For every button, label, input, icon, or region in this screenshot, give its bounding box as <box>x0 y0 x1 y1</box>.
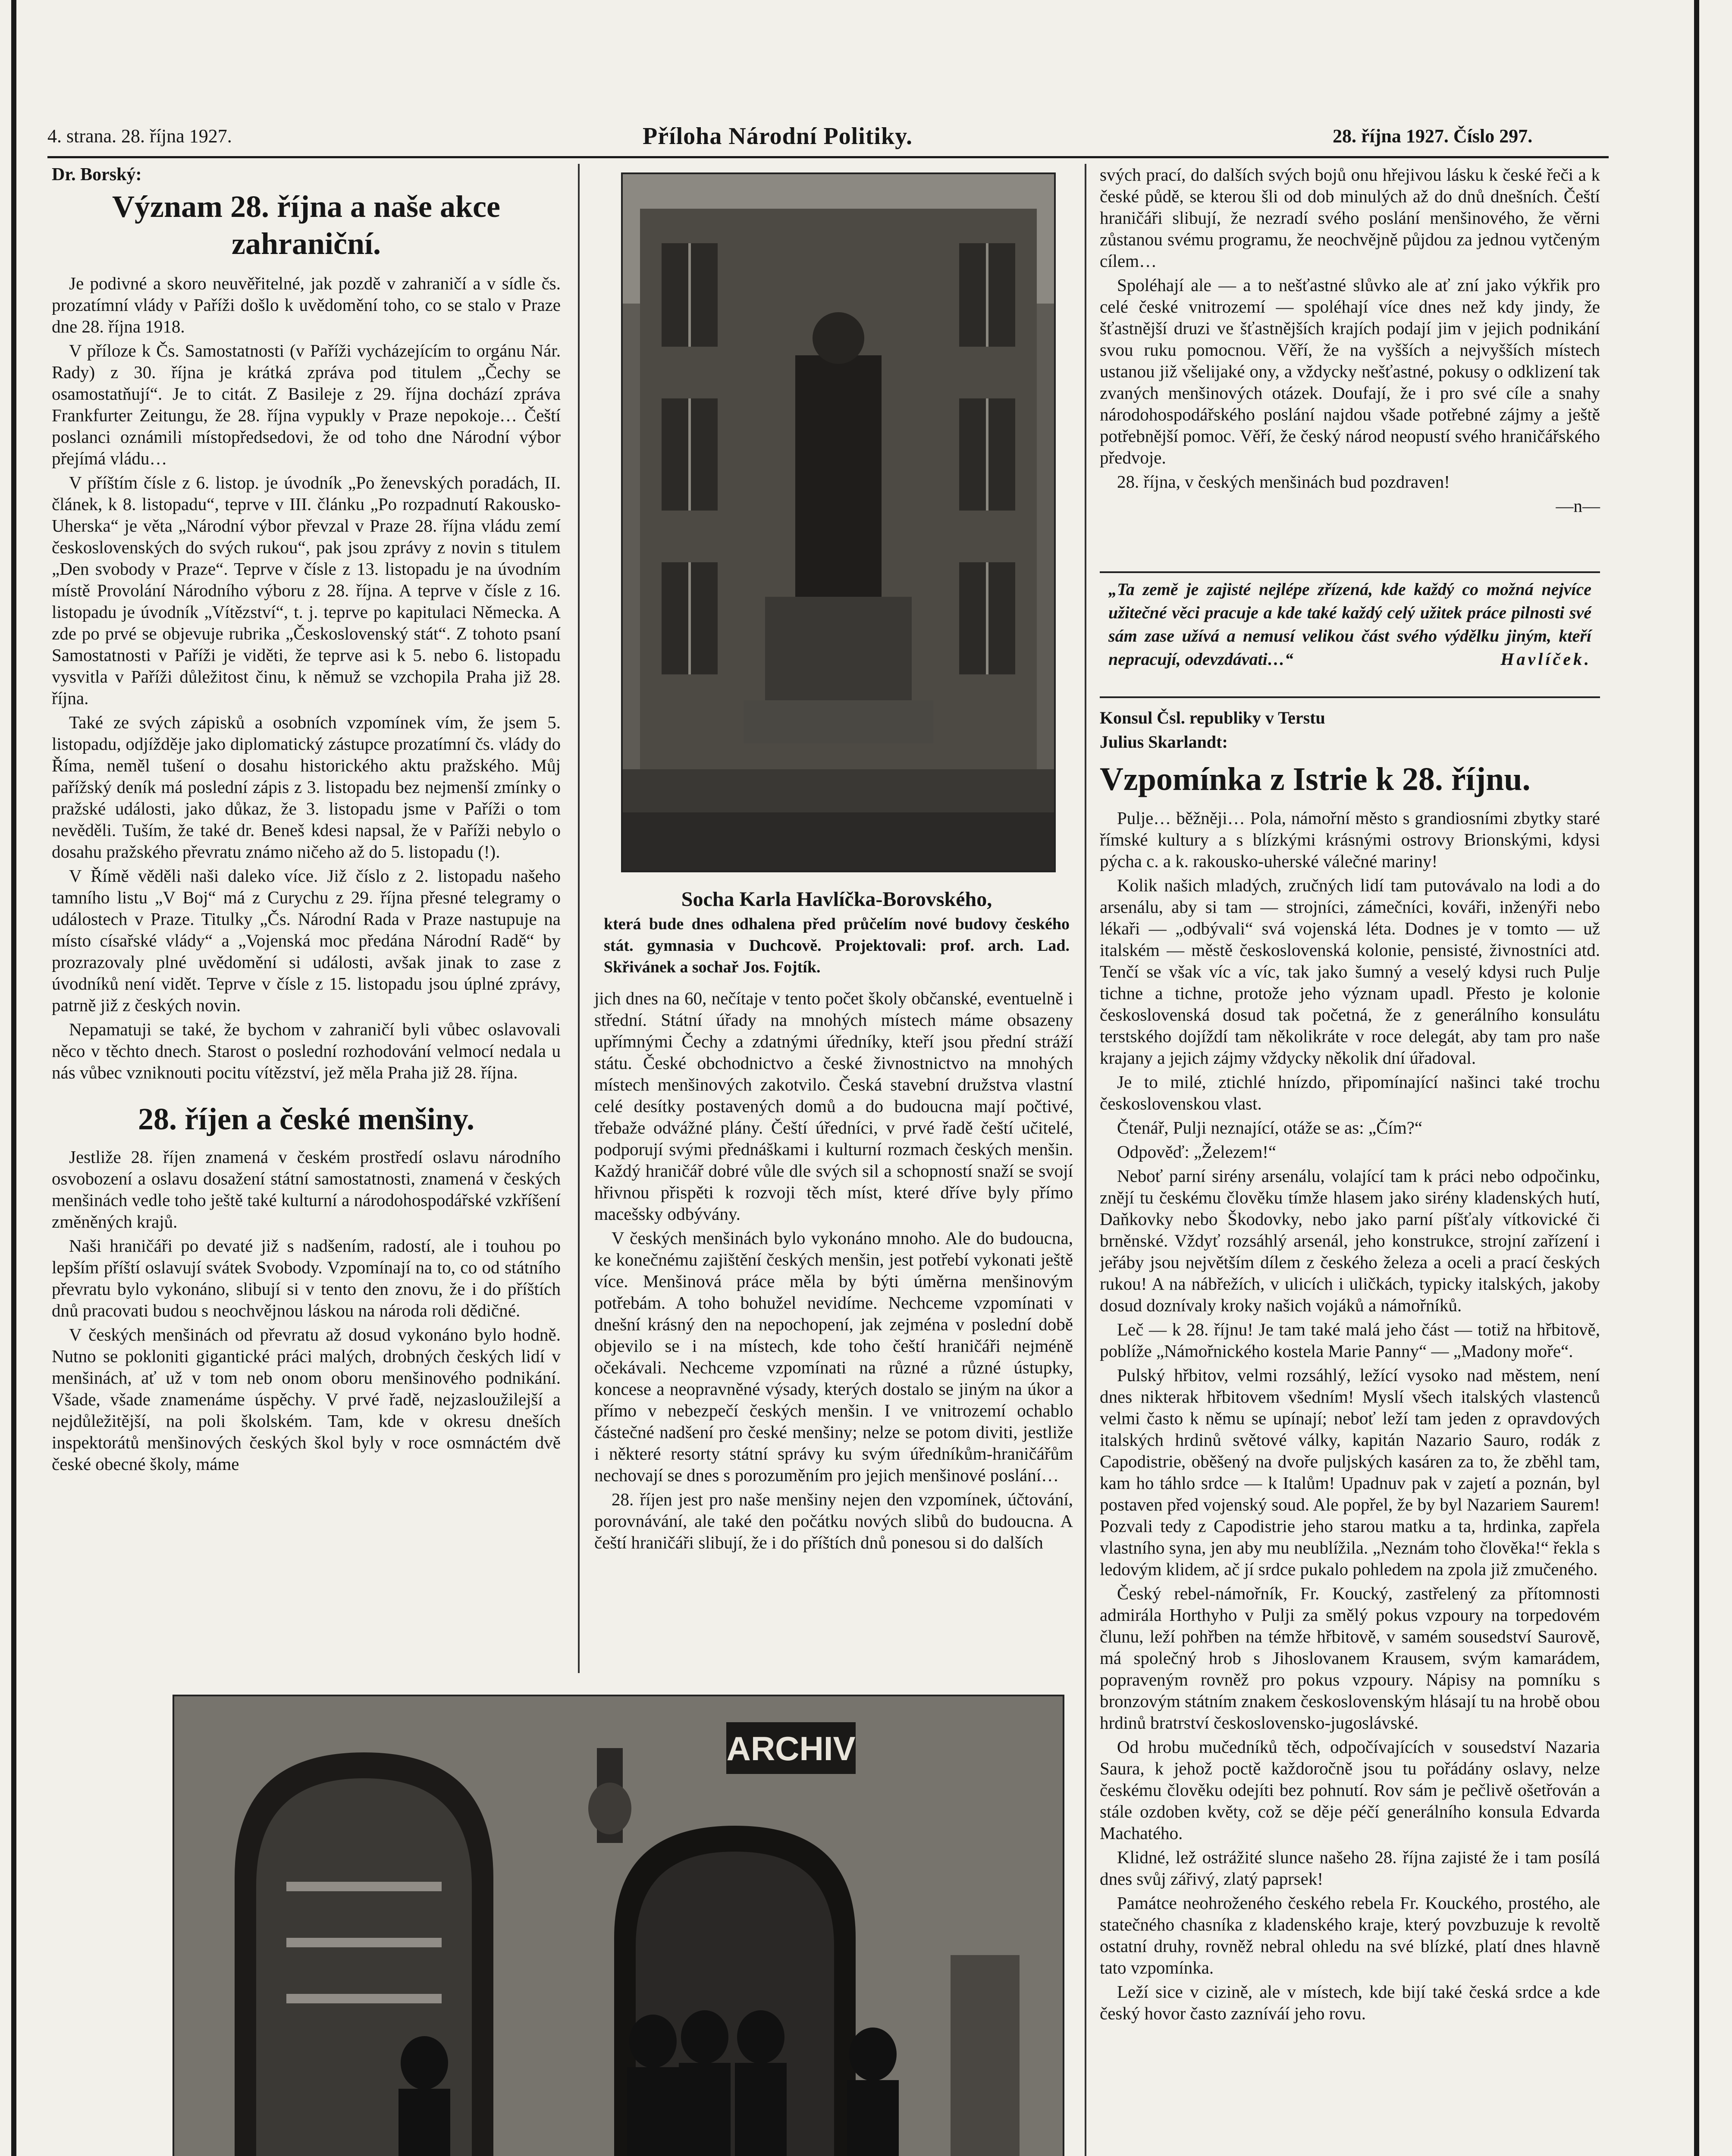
article3-paragraph: Kolik našich mladých, zručných lidí tam putovávalo na lodi a do arsenálu, aby si tam — strojníci, zámečníci, kováři, inženýři nebo lékaři — „odbývali“ svá vojenská léta. Dodnes je v tomto — už italském — městě československá kolonie, pensisté, živnostníci atd. Tenčí se však víc a víc, tak jako šumný a veselý kdysi ruch Pulje tichne a tichne, protože jeho význam upadl. Přesto je kolonie československá dosud tak početná, že z generálního konsulátu terstského dojíždí tam několikráte v roce delegát, aby tam pro naše krajany a jejich zájmy vždycky několik dní úřadoval. <box>1100 875 1600 1068</box>
article1-byline: Dr. Borský: <box>52 165 142 185</box>
statue-caption-title: Socha Karla Havlíčka-Borovského, <box>681 888 992 911</box>
article2-paragraph: jich dnes na 60, nečítaje v tento počet školy občanské, eventuelně i střední. Státní úřady na mnohých místech máme obsazeny upřímnými Čechy a zdatnými úředníky, kteří jsou přední stráží státu. České obchodnictvo a české živnostnictvo na mnohých místech menšinových zakotvilo. Česká stavební družstva vlastní celé desítky postavených domů a do budoucna mají počtivé, třebaže odvážné plány. Čeští úředníci, v prvé řadě čeští učitelé, podporují svými přednáškami i kulturní rozmach českých menšin. Každý hraničář dobré vůle dle svých sil a schopností snaží se svojí hřivnou přispěti k rozvoji těch míst, které dříve byly přímo macešsky odbývány. <box>594 988 1073 1224</box>
article3-paragraph: Odpověď: „Železem!“ <box>1117 1142 1277 1162</box>
article2-paragraph: Spoléhají ale — a to nešťastné slůvko ale ať zní jako výkřik pro celé české vnitrozemí — spoléhají více dnes než kdy jindy, že šťastnější druzi ve šťastnějších krajích podají jim v jejich podnikání svou ruku pomocnou. Věří, že na vyšších a nejvyšších místech ustanou již všelijaké ony, a vždycky nešťastné, pokusy o odklizení tak zvaných menšinových otázek. Doufají, že i pro své cíle a snahy národohospodářského poslání najdou všade potřebné zájmy a ještě potřebnější pomoc. Věří, že český národ neopustí svého hraničářského předvoje. <box>1100 275 1600 467</box>
statue-caption <box>604 888 1070 978</box>
scan-edge-left <box>11 0 16 2156</box>
article3-paragraph: Pulský hřbitov, velmi rozsáhlý, ležící vysoko nad městem, není dnes nikterak hřbitovem všedním! Myslí všech italských vlastenců velmi často k němu se upínají; neboť leží tam jeden z opravdových italských hrdinů světové války, kapitán Nazario Sauro, rodák z Capodistrie, oběšený na dvoře puljských kasáren za to, že zběhl tam, kam ho táhlo srdce — k Italům! Upadnuv pak v zajetí a poznán, byl postaven před vojenský soud. Ale popřel, že by byl Nazariem Saurem! Pozvali tedy z Capodistrie jeho starou matku a ta, hrdinka, zapřela vlastního syna, jen aby mu neublížila. „Neznám toho člověka!“ řekla s ledovým klidem, ač jí srdce pukalo pohledem na zpola již zmučeného. <box>1100 1365 1600 1579</box>
page-header <box>47 125 1600 151</box>
article2-paragraph: 28. říjen jest pro naše menšiny nejen den vzpomínek, účtování, porovnávání, ale také den počátku nových slibů do budoucna. A čeští hraničáři slibují, že i do příštích dnů ponesou si do dalších <box>594 1489 1073 1552</box>
article1-paragraph: V příloze k Čs. Samostatnosti (v Paříži vycházejícím to orgánu Nár. Rady) z 30. října je krátká zpráva pod titulem „Čechy se osamostatňují“. Je to citát. Z Basileje z 29. října dochází zpráva Frankfurter Zeitungu, že 28. října vypukly v Praze nepokoje… Čeští poslanci oznámili místopředsedovi, že od toho dne Národní výbor přejímá vládu… <box>52 341 561 468</box>
article3-paragraph: Památce neohroženého českého rebela Fr. Kouckého, prostého, ale statečného chasníka z kladenského kraje, který povzbuzuje k revoltě ostatní druhy, rovněž nebral ohledu na své blízké, platí dnes hlavně tato vzpomínka. <box>1100 1893 1600 1977</box>
quote1-rule-top <box>1100 571 1600 573</box>
article3-paragraph: Leč — k 28. říjnu! Je tam také malá jeho část — totiž na hřbitově, poblíže „Námořnického kostela Marie Panny“ — „Madony moře“. <box>1100 1319 1600 1361</box>
column-3-top <box>1100 164 1600 519</box>
archive-photo-graphic <box>174 1696 1063 2156</box>
column-1 <box>52 164 561 1477</box>
article3-paragraph: Čtenář, Pulji neznající, otáže se as: „Čím?“ <box>1117 1118 1423 1138</box>
article3-author-role: Konsul Čsl. republiky v Terstu <box>1100 708 1325 727</box>
article2-paragraph: Jestliže 28. říjen znamená v českém prostředí oslavu národního osvobození a oslavu dosažení státní samostatnosti, znamená v českých menšinách vedle toho ještě také kulturní a národohospodářské vzkříšení změněných krajů. <box>52 1147 561 1232</box>
article1-title: Význam 28. října a naše akce zahraniční. <box>112 189 500 261</box>
article3-paragraph: Leží sice v cizině, ale v místech, kde bijí také česká srdce a kde český hovor často zazníváí jeho rovu. <box>1100 1982 1600 2023</box>
statue-photo <box>621 172 1056 872</box>
archive-sign: ARCHIV <box>726 1730 856 1767</box>
article2-paragraph: V českých menšinách bylo vykonáno mnoho. Ale do budoucna, ke konečnému zajištění českých menšin, jest potřebí vykonati ještě více. Menšinová práce měla by býti úměrna menšinovým potřebám. A toho bohužel nevidíme. Nechceme vzpomínati v dnešní krásný den na nepochopení, jak zejména v poslední době objevilo se i na místech, kde toho čeští hraničáři nejméně očekávali. Nechceme vzpomínati na různé a různé ústupky, koncese a neopravněné výsady, kterých dostalo se jiným na úkor a přímo v nebezpečí českých menšin. I ve vnitrozemí ochablo částečné nadšení pro české menšiny; nelze se potom diviti, jestliže i některé resorty státní správy ku svým úředníkům-hraničářům nechovají se dnes s porozuměním pro jejich menšinové poslání… <box>594 1228 1073 1485</box>
article2-paragraph: 28. října, v českých menšinách bud pozdraven! <box>1117 472 1450 492</box>
article3-paragraph: Od hrobu mučedníků těch, odpočívajících v sousedství Nazaria Saura, k jehož poctě každoročně jsou tu pořádány oslavy, nelze českému člověku odejíti bez pohnutí. Rov sám je pečlivě ošetřován a stále ozdoben květy, což se děje péčí generálního konsula Edvarda Machatého. <box>1100 1737 1600 1843</box>
scan-edge-right <box>1694 0 1699 2156</box>
article3-paragraph: Je to milé, ztichlé hnízdo, připomínající našinci také trochu československou vlast. <box>1100 1072 1600 1113</box>
statue-caption-body: která bude dnes odhalena před průčelím nové budovy českého stát. gymnasia v Duchcově. Projektovali: prof. arch. Lad. Skřivánek a sochař Jos. Fojtík. <box>604 915 1070 976</box>
article2-paragraph: V českých menšinách od převratu až dosud vykonáno bylo hodně. Nutno se pokloniti gigantické práci malých, drobných českých lidí v menšinách, ať už v tom neb onom oboru menšinového podnikání. Všade, všade znamenáme úspěchy. V prvé řadě, nejzasloužilejší a nejdůležitější, na poli školském. Tam, kde v okresu dneších inspektorátů menšinových českých škol byly v roce osmnáctém dvě české obecné školy, máme <box>52 1325 561 1474</box>
article2-paragraph: svých prací, do dalších svých bojů onu hřejivou lásku k české řeči a k české půdě, se kterou šli od dob minulých až do dnů dnešních. Čeští hraničáři slibují, že nezradí svého poslání menšinového, že věrni zůstanou svému programu, že neochvějně půjdou za jednou vytčeným cílem… <box>1100 165 1600 271</box>
article3-paragraph: Neboť parní sirény arsenálu, volající tam k práci nebo odpočinku, znějí tu českému člověku tímže hlasem jako sirény kladenských hutí, Daňkovky nebo Škodovky, nebo jako parní píšťaly vítkovické či brněnské. Vždyť rozsáhlý arsenál, jeho konstrukce, strojní zařízení i jeřáby jsou největším dílem z českého železa a oceli a prací českých rukou! A na nábřežích, v ulicích i uličkách, typicky italských, jakoby dosud doznívaly kroky našich vojáků a námořníků. <box>1100 1166 1600 1315</box>
header-issue: 28. října 1927. Číslo 297. <box>1333 125 1533 147</box>
column-2-text <box>594 987 1073 1556</box>
article1-paragraph: Nepamatuji se také, že bychom v zahraničí byli vůbec oslavovali něco v těchto dnech. Starost o poslední rozhodování velmocí nedala u nás vůbec vzniknouti pocitu vítězství, jež měla Praha již 28. října. <box>52 1019 561 1082</box>
article1-paragraph: V Římě věděli naši daleko více. Již číslo z 2. listopadu našeho tamního listu „V Boj“ má z Curychu z 29. října přesné telegramy o událostech v Praze. Titulky „Čs. Národní Rada v Praze nastupuje na místo císařské vlády“ a „Vojenská moc předána Národní Radě“ by prozrazovaly plné uvědomění si události, avšak jinak to zase z úvodníků není vidět. Teprve v čísle z 15. listopadu jsou úplné zprávy, patrně již z českých novin. <box>52 866 561 1015</box>
article3-paragraph: Pulje… běžněji… Pola, námořní město s grandiosními zbytky staré římské kultury a s blízkými krásnými ostrovy Brionskými, kdysi pýcha c. a k. rakousko-uherské válečné mariny! <box>1100 808 1600 871</box>
article1-paragraph: Také ze svých zápisků a osobních vzpomínek vím, že jsem 5. listopadu, odjížděje jako diplomatický zástupce prozatímní čs. vlády do Říma, neměl tušení o dosahu historického aktu pražského. Můj pařížský deník má poslední zápis z 3. listopadu bez nejmenší zmínky o pražské události, jako důkaz, že 3. listopadu jsme v Paříži o tom nevěděli. Tuším, že také dr. Beneš kdesi napsal, že v Paříži nebylo o dosahu pražského převratu známo ničeho až do 5. listopadu (!). <box>52 712 561 862</box>
column-separator-1 <box>578 164 580 1673</box>
article3-author-name: Julius Skarlandt: <box>1100 732 1228 752</box>
article2-signoff: —n— <box>1556 496 1600 516</box>
archive-photo <box>173 1695 1064 2156</box>
header-rule <box>47 156 1609 158</box>
article3-title: Vzpomínka z Istrie k 28. říjnu. <box>1100 761 1531 797</box>
header-publication: Příloha Národní Politiky. <box>643 123 913 150</box>
column-separator-2 <box>1085 164 1086 2156</box>
article2-paragraph: Naši hraničáři po devaté již s nadšením, radostí, ale i touhou po lepším příští oslavují svátek Svobody. Vzpomínají na to, co od státního převratu bylo vykonáno, slibují si v tento den znovu, že i do příštích dnů pracovati budou s neochvějnou láskou na národa roli dědičné. <box>52 1236 561 1320</box>
article3-paragraph: Český rebel-námořník, Fr. Koucký, zastřelený za přítomnosti admirála Horthyho v Pulji za smělý pokus vzpoury na torpedovém člunu, leží pohřben na témže hřbitově, v samém sousedství Saurově, má společný hrob s Jihoslovanem Krausem, svým kamarádem, popraveným rovněž pro pokus vzpoury. Nápisy na pomníku s bronzovým státním znakem československým hlásají tu na hrobě obou hrdinů bratrství československo-jugoslávské. <box>1100 1583 1600 1733</box>
havlicek-quote-text: „Ta země je zajisté nejlépe zřízená, kde každý co možná nejvíce užitečné věci pracuje a kde také každý celý užitek práce pilnosti své sám zase užívá a nemusí velikou část svého výdělku jiným, kteří nepracují, odevzdávati…“ <box>1108 580 1591 669</box>
article1-paragraph: Je podivné a skoro neuvěřitelné, jak pozdě v zahraničí a v sídle čs. prozatímní vlády v Paříži došlo k uvědomění toho, co se stalo v Praze dne 28. října 1918. <box>52 273 561 336</box>
article3-paragraph: Klidné, lež ostrážité slunce našeho 28. října zajisté že i tam posílá dnes svůj zářivý, zlatý paprsek! <box>1100 1847 1600 1889</box>
quote1-rule-bottom <box>1100 696 1600 698</box>
statue-photo-graphic <box>623 174 1054 871</box>
article2-title: 28. říjen a české menšiny. <box>138 1102 474 1136</box>
article1-paragraph: V příštím čísle z 6. listop. je úvodník „Po ženevských poradách, II. článek, k 8. listopadu“, teprve v III. článku „Po rozpadnutí Rakousko-Uherska“ je věta „Národní výbor převzal v Praze 28. října vládu zemí československých do svých rukou“, pak jsou zprávy z novin s titulem „Den svobody v Praze“. Teprve v čísle z 13. listopadu je na úvodním místě Provolání Národního výboru z 28. října. A teprve v čísle z 16. listopadu je úvodník „Vítězství“, t. j. teprve po kapitulaci Německa. A zde po prvé se objevuje rubrika „Československý stát“. Z tohoto psaní Samostatnosti v Paříži je viděti, že teprve asi k 5. nebo 6. listopadu vysvitla v Paříži důležitost činu, k němuž se vzchopila Praha již 28. října. <box>52 473 561 708</box>
column-3-article <box>1100 707 1600 2027</box>
header-page-date: 4. strana. 28. října 1927. <box>47 125 232 147</box>
havlicek-quote <box>1108 578 1591 671</box>
havlicek-quote-author: Havlíček. <box>1500 649 1591 669</box>
